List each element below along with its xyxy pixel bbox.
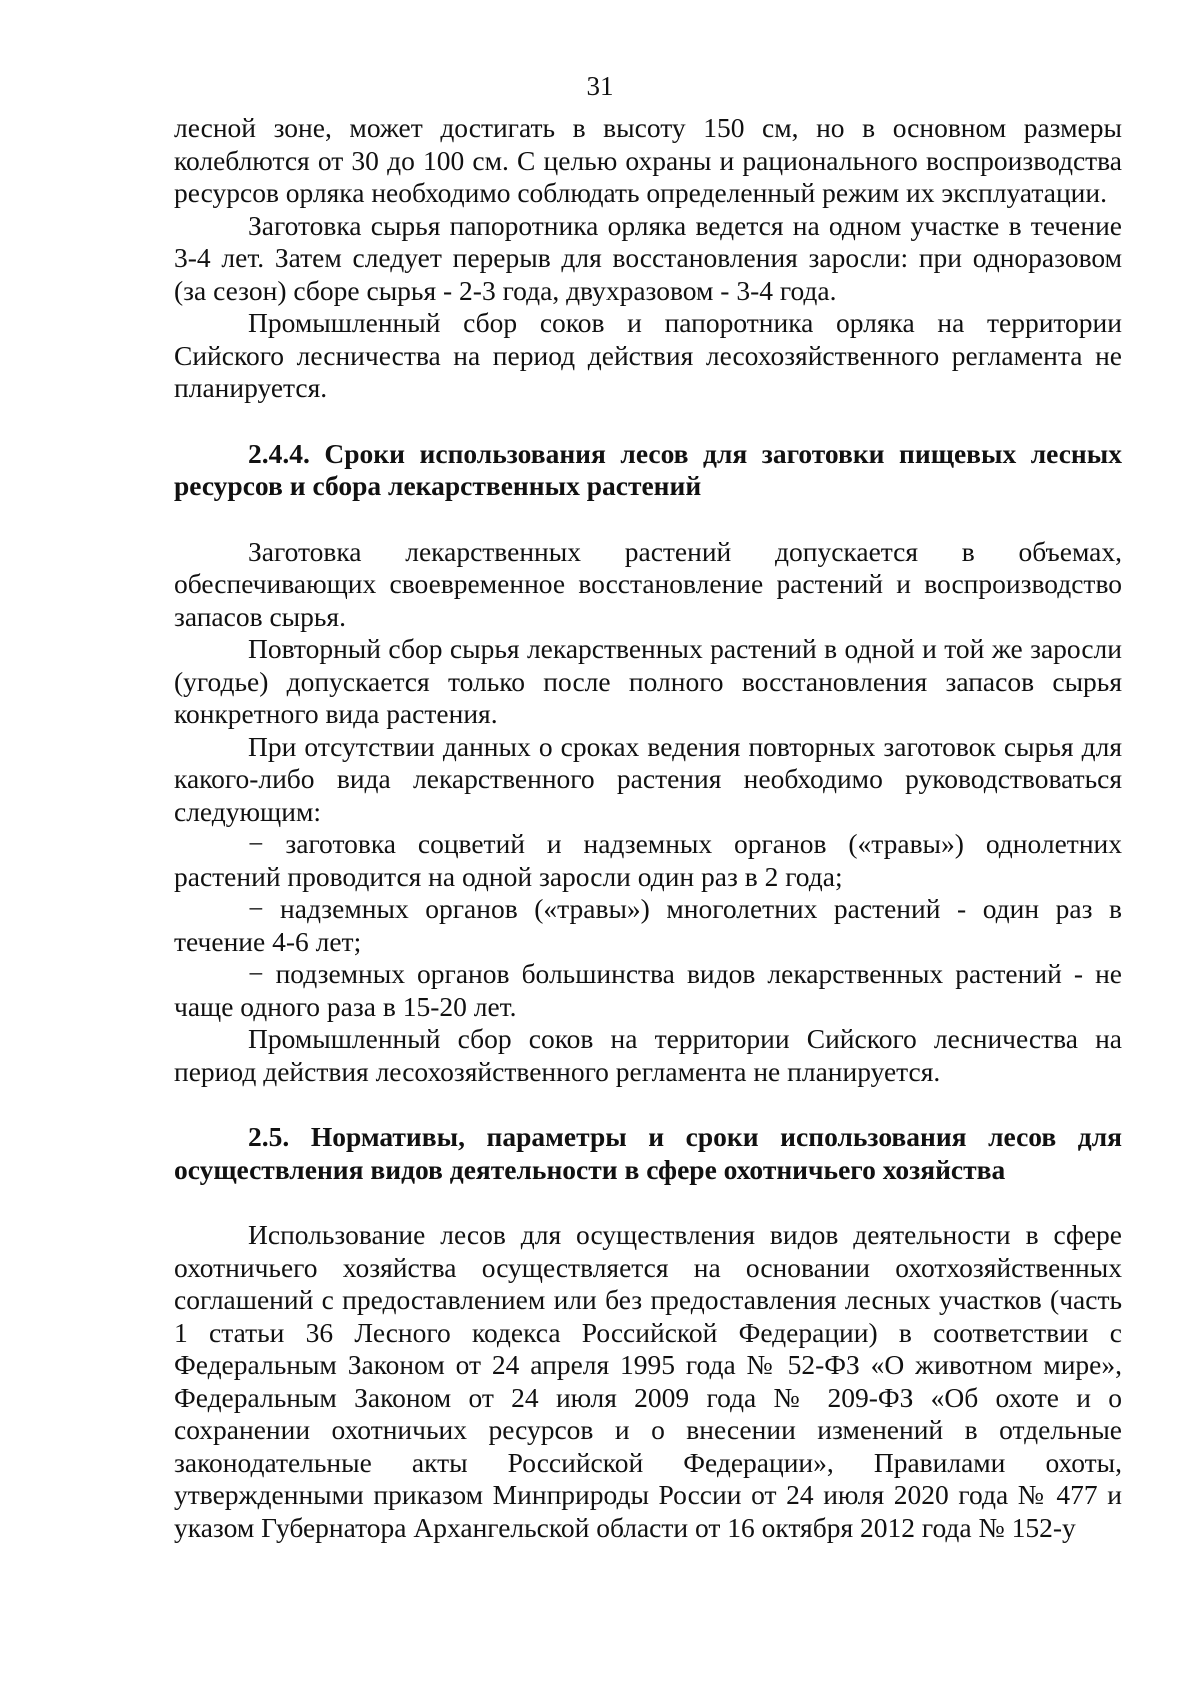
section-heading-2-5: 2.5. Нормативы, параметры и сроки использования лесов для осуществления видов деятельности в сфере охотничьего хозяйства [174,1121,1122,1185]
paragraph-harvest-period: Заготовка сырья папоротника орляка ведется на одном участке в течение 3-4 лет. Затем следует перерыв для восстановления заросли: при одноразовом (за сезон) сборе сырья - 2-3 года, двухразовом - 3-4 года. [174,209,1122,306]
list-item: − подземных органов большинства видов лекарственных растений - не чаще одного раза в 15-20 лет. [174,958,1122,1022]
paragraph-continuation: лесной зоне, может достигать в высоту 150 см, но в основном размеры колеблются от 30 до 100 см. С целью охраны и рационального воспроизводства ресурсов орляка необходимо соблюдать определенный режим их эксплуатации. [174,112,1122,208]
paragraph-sap-collection: Промышленный сбор соков на территории Сийского лесничества на период действия лесохозяйственного регламента не планируется. [174,1023,1122,1087]
paragraph-repeat-collection: Повторный сбор сырья лекарственных растений в одной и той же заросли (угодье) допускается только после полного восстановления запасов сырья конкретного вида растения. [174,633,1122,729]
page-body [174,112,1122,1544]
list-item: − надземных органов («травы») многолетних растений - один раз в течение 4-6 лет; [174,893,1122,957]
section-heading-2-4-4: 2.4.4. Сроки использования лесов для заготовки пищевых лесных ресурсов и сбора лекарственных растений [174,437,1122,501]
paragraph-industrial-collection: Промышленный сбор соков и папоротника орляка на территории Сийского лесничества на период действия лесохозяйственного регламента не планируется. [174,307,1122,403]
list-item: − заготовка соцветий и надземных органов («травы») однолетних растений проводится на одной заросли один раз в 2 года; [174,828,1122,892]
page-number: 31 [586,71,614,101]
paragraph-no-data: При отсутствии данных о сроках ведения повторных заготовок сырья для какого-либо вида лекарственного растения необходимо руководствоваться следующим: [174,730,1122,827]
paragraph-medicinal-harvest: Заготовка лекарственных растений допускается в объемах, обеспечивающих своевременное восстановление растений и воспроизводство запасов сырья. [174,535,1122,632]
paragraph-hunting-use: Использование лесов для осуществления видов деятельности в сфере охотничьего хозяйства осуществляется на основании охотхозяйственных соглашений с предоставлением или без предоставления лесных участков (часть 1 статьи 36 Лесного кодекса Российской Федерации) в соответствии с Федеральным Законом от 24 апреля 1995 года № 52-ФЗ «О животном мире», Федеральным Законом от 24 июля 2009 года № 209-ФЗ «Об охоте и о сохранении охотничьих ресурсов и о внесении изменений в отдельные законодательные акты Российской Федерации», Правилами охоты, утвержденными приказом Минприроды России от 24 июля 2020 года № 477 и указом Губернатора Архангельской области от 16 октября 2012 года № 152-у [174,1219,1122,1543]
